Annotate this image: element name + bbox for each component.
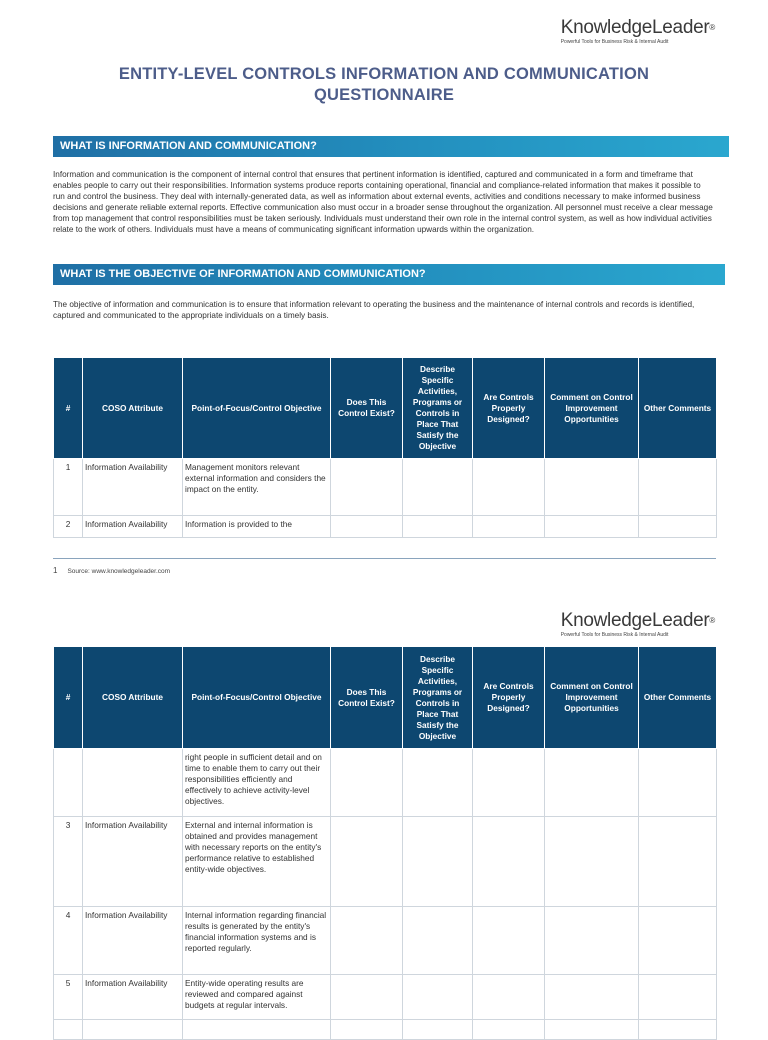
footnote <box>53 566 170 575</box>
header-number: # <box>54 647 83 749</box>
row-comment-cell[interactable] <box>545 975 639 1020</box>
row-describe-cell[interactable] <box>403 907 473 975</box>
logo-tagline: Powerful Tools for Business Risk & Internal Audit <box>560 632 669 638</box>
header-other-comments: Other Comments <box>639 358 717 459</box>
table-header-row <box>54 647 717 749</box>
row-comment-cell[interactable] <box>545 907 639 975</box>
row-designed-cell[interactable] <box>473 459 545 516</box>
row-control-exists-cell[interactable] <box>331 749 403 817</box>
footnote-number: 1 <box>53 566 58 575</box>
row-other-cell[interactable] <box>639 749 717 817</box>
section-body-information-communication: Information and communication is the component of internal control that ensures that pertinent information is identified, captured and communicated in a form and timeframe that enables people to carry out their responsibilities. Information systems produce reports containing operational, financial and compliance-related information that makes it possible to run and control the business. They deal with internally-generated data, as well as information about external events, activities and conditions necessary to make informed business decisions and generate reliable external reports. Effective communication also must occur in a broader sense throughout the organization. All personnel must receive a clear message from top management that control responsibilities must be taken seriously. Individuals must understand their own role in the internal control system, as well as how individual activities relate to the work of others. Individuals must have a means of communicating significant information upwards within the organization. <box>53 170 713 234</box>
row-point-of-focus: External and internal information is obtained and provides management with necessary reports on the entity's performance relative to established entity-wide objectives. <box>183 817 331 907</box>
row-designed-cell[interactable] <box>473 817 545 907</box>
row-coso-attribute: Information Availability <box>83 516 183 538</box>
row-coso-attribute <box>83 749 183 817</box>
row-number <box>54 749 83 817</box>
table-row <box>54 817 717 907</box>
row-describe-cell[interactable] <box>403 459 473 516</box>
document-title-line-2: QUESTIONNAIRE <box>313 86 455 104</box>
table-header-row <box>54 358 717 459</box>
row-designed-cell[interactable] <box>473 749 545 817</box>
header-control-exists: Does This Control Exist? <box>331 358 403 459</box>
row-comment-cell[interactable] <box>545 749 639 817</box>
row-number: 5 <box>54 975 83 1020</box>
row-coso-attribute: Information Availability <box>83 817 183 907</box>
row-control-exists-cell[interactable] <box>331 975 403 1020</box>
document-title-line-1: ENTITY-LEVEL CONTROLS INFORMATION AND COMMUNICATION <box>118 65 650 83</box>
header-improvement-comment: Comment on Control Improvement Opportunities <box>545 358 639 459</box>
row-number: 3 <box>54 817 83 907</box>
header-properly-designed: Are Controls Properly Designed? <box>473 647 545 749</box>
table-row <box>54 749 717 817</box>
row-describe-cell[interactable] <box>403 817 473 907</box>
row-control-exists-cell[interactable] <box>331 907 403 975</box>
logo-name: KnowledgeLeader <box>560 610 710 631</box>
row-point-of-focus: Internal information regarding financial results is generated by the entity's financial information systems and is reported regularly. <box>183 907 331 975</box>
row-comment-cell[interactable] <box>545 459 639 516</box>
header-describe-activities: Describe Specific Activities, Programs or Controls in Place That Satisfy the Objective <box>403 358 473 459</box>
row-designed-cell[interactable] <box>473 1020 545 1040</box>
row-number: 4 <box>54 907 83 975</box>
header-describe-activities: Describe Specific Activities, Programs or Controls in Place That Satisfy the Objective <box>403 647 473 749</box>
row-coso-attribute: Information Availability <box>83 459 183 516</box>
row-point-of-focus: right people in sufficient detail and on time to enable them to carry out their responsibilities efficiently and effectively to achieve activity-level objectives. <box>183 749 331 817</box>
table-row <box>54 516 717 538</box>
header-coso-attribute: COSO Attribute <box>83 358 183 459</box>
logo-registered-mark: ® <box>709 23 715 32</box>
footnote-text: Source: www.knowledgeleader.com <box>67 568 171 575</box>
row-comment-cell[interactable] <box>545 516 639 538</box>
row-control-exists-cell[interactable] <box>331 516 403 538</box>
row-other-cell[interactable] <box>639 975 717 1020</box>
row-other-cell[interactable] <box>639 459 717 516</box>
table-row <box>54 907 717 975</box>
logo-tagline: Powerful Tools for Business Risk & Internal Audit <box>560 39 669 45</box>
row-point-of-focus: Information is provided to the <box>183 516 331 538</box>
row-describe-cell[interactable] <box>403 1020 473 1040</box>
header-coso-attribute: COSO Attribute <box>83 647 183 749</box>
section-heading-information-communication: WHAT IS INFORMATION AND COMMUNICATION? <box>53 136 729 157</box>
row-control-exists-cell[interactable] <box>331 459 403 516</box>
logo <box>561 611 715 638</box>
row-designed-cell[interactable] <box>473 516 545 538</box>
row-point-of-focus: Entity-wide operating results are reviewed and compared against budgets at regular intervals. <box>183 975 331 1020</box>
row-other-cell[interactable] <box>639 817 717 907</box>
table-row <box>54 1020 717 1040</box>
row-describe-cell[interactable] <box>403 516 473 538</box>
logo-registered-mark: ® <box>709 616 715 625</box>
row-coso-attribute: Information Availability <box>83 907 183 975</box>
row-comment-cell[interactable] <box>545 817 639 907</box>
logo-name: KnowledgeLeader <box>560 17 710 38</box>
row-other-cell[interactable] <box>639 516 717 538</box>
section-heading-objective: WHAT IS THE OBJECTIVE OF INFORMATION AND COMMUNICATION? <box>53 264 725 285</box>
logo <box>561 18 715 45</box>
header-point-of-focus: Point-of-Focus/Control Objective <box>183 358 331 459</box>
row-describe-cell[interactable] <box>403 749 473 817</box>
header-properly-designed: Are Controls Properly Designed? <box>473 358 545 459</box>
header-point-of-focus: Point-of-Focus/Control Objective <box>183 647 331 749</box>
document-title <box>0 64 768 106</box>
row-point-of-focus <box>183 1020 331 1040</box>
row-other-cell[interactable] <box>639 1020 717 1040</box>
header-number: # <box>54 358 83 459</box>
row-coso-attribute <box>83 1020 183 1040</box>
row-number: 2 <box>54 516 83 538</box>
row-control-exists-cell[interactable] <box>331 817 403 907</box>
footnote-divider <box>53 558 716 559</box>
row-number: 1 <box>54 459 83 516</box>
row-describe-cell[interactable] <box>403 975 473 1020</box>
table-row <box>54 975 717 1020</box>
row-comment-cell[interactable] <box>545 1020 639 1040</box>
section-body-objective: The objective of information and communication is to ensure that information relevant to operating the business and the maintenance of internal controls and records is identified, captured and communicated to the appropriate individuals on a timely basis. <box>53 300 695 320</box>
row-coso-attribute: Information Availability <box>83 975 183 1020</box>
questionnaire-table-page-1 <box>53 357 717 538</box>
row-designed-cell[interactable] <box>473 907 545 975</box>
row-designed-cell[interactable] <box>473 975 545 1020</box>
questionnaire-table-page-2 <box>53 646 717 1040</box>
row-number <box>54 1020 83 1040</box>
table-row <box>54 459 717 516</box>
header-improvement-comment: Comment on Control Improvement Opportunities <box>545 647 639 749</box>
header-other-comments: Other Comments <box>639 647 717 749</box>
row-other-cell[interactable] <box>639 907 717 975</box>
row-point-of-focus: Management monitors relevant external information and considers the impact on the entity. <box>183 459 331 516</box>
row-control-exists-cell[interactable] <box>331 1020 403 1040</box>
header-control-exists: Does This Control Exist? <box>331 647 403 749</box>
